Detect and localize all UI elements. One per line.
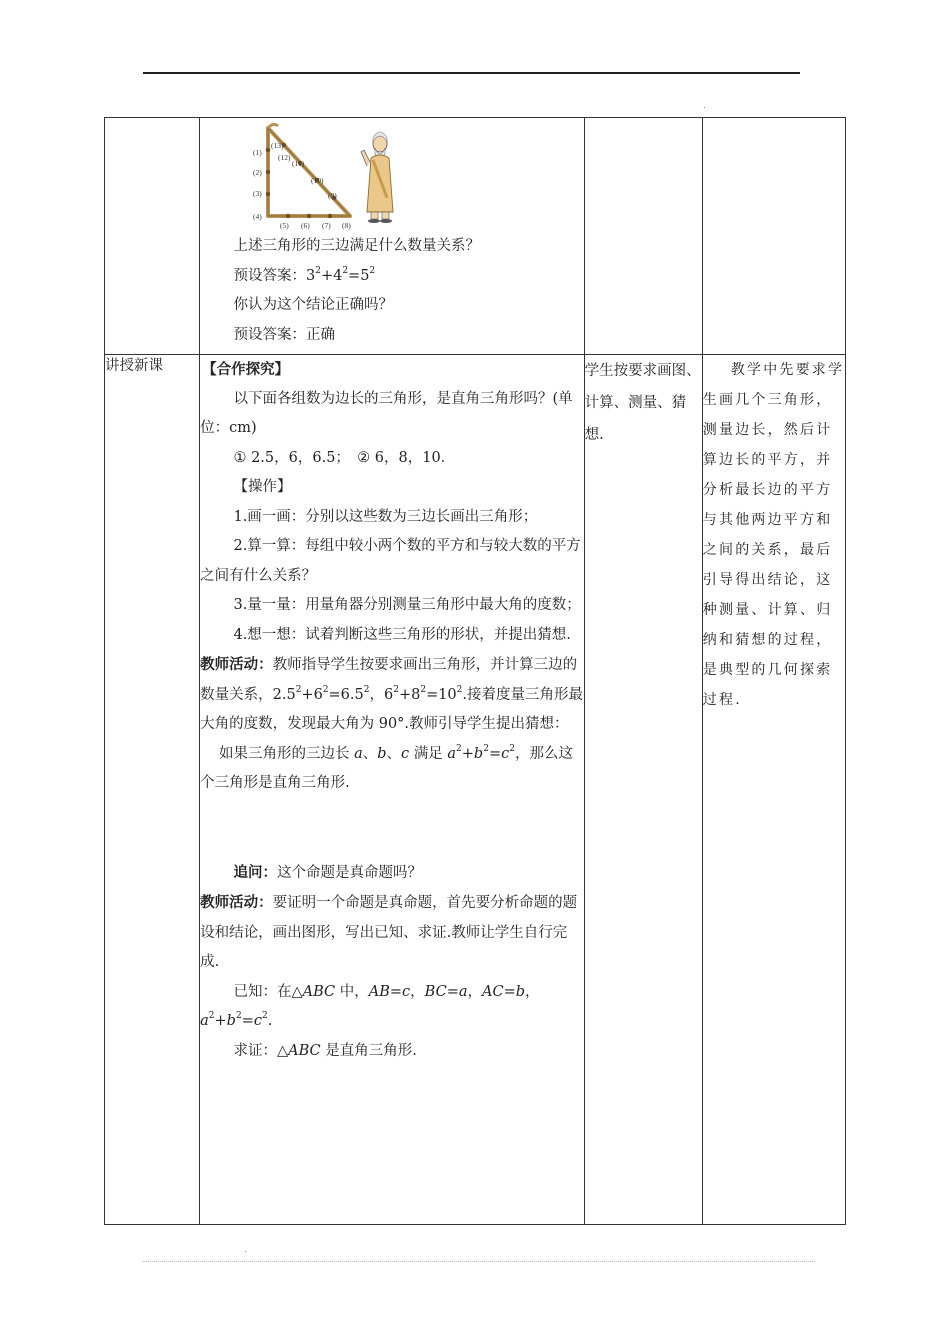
operation-step: 1.画一画：分别以这些数为三边长画出三角形； [233,508,538,525]
number-groups: ① 2.5，6，6.5； ② 6，8，10． [233,449,456,466]
heading-operation: 【操作】 [233,479,292,495]
rope-label: (8) [342,221,351,230]
content-cell [200,118,585,355]
lesson-table [104,117,846,1225]
rope-label: (4) [253,212,262,221]
content-cell [200,355,585,1225]
rope-label: (3) [253,189,262,198]
rope-label: (6) [301,221,310,230]
intro-text: 以下面各组数为边长的三角形，是直角三角形吗？(单位：cm) [200,390,573,436]
speck [704,107,705,108]
rope-label: (7) [322,221,331,230]
answer-1: 预设答案：$3^2+4^2=5^2$ [233,265,376,284]
prove-statement: 求证：△ABC 是直角三角形. [233,1042,417,1059]
design-note: 教学中先要求学生画几个三角形，测量边长，然后计算边长的平方，并分析最长边的平方与其他两边平方和之间的关系，最后引导得出结论，这种测量、计算、归纳和猜想的过程，是典型的几何探索过程. [702,355,845,1225]
footer-rule [143,1261,815,1262]
rope-label: (11) [292,159,305,168]
rope-label: (13) [271,141,284,150]
section-label: 讲授新课 [105,355,200,1225]
rope-label: (12) [278,153,291,162]
pythagoras-figure-icon [361,132,393,223]
answer-2: 预设答案：正确 [233,326,335,343]
teacher-activity-1: 教师活动：教师指导学生按要求画出三角形，并计算三边的数量关系，$2.5^2+6^2=6.5^2$，$6^2+8^2=10^2$.接着度量三角形最大角的度数，发现最大角为 90°.教师引导学生提出猜想： [200,656,584,732]
note-cell [702,118,845,355]
given-statement: 已知：在△ABC 中，AB=c，BC=a，AC=b，$a^2+b^2=c^2$. [200,983,540,1029]
header-rule [143,72,800,74]
rope-label: (5) [280,221,289,230]
question-2: 你认为这个结论正确吗？ [233,297,393,313]
question-1: 上述三角形的三边满足什么数量关系？ [233,238,480,254]
operation-step: 4.想一想：试着判断这些三角形的形状，并提出猜想. [233,626,571,643]
heading-cooperative-exploration: 【合作探究】 [202,361,290,378]
rope-label: (2) [253,168,262,177]
table-row [105,118,846,355]
label-cell [105,118,200,355]
operation-step: 3.量一量：用量角器分别测量三角形中最大角的度数； [233,597,581,613]
teacher-activity-2: 教师活动：要证明一个命题是真命题，首先要分析命题的题设和结论，画出图形，写出已知、求证.教师让学生自行完成. [200,894,578,970]
follow-up-question: 追问：这个命题是真命题吗？ [233,863,422,881]
pythagoras-figure [200,118,584,232]
student-activity: 学生按要求画图、计算、测量、猜想. [584,355,702,1225]
operation-step: 2.算一算：每组中较小两个数的平方和与较大数的平方之间有什么关系？ [200,538,581,584]
table-row [105,355,846,1225]
rope-label: (9) [328,191,337,200]
speck [245,1251,246,1252]
student-cell [584,118,702,355]
rope-label: (1) [253,148,262,157]
knotted-rope-triangle-illustration [240,118,430,232]
conjecture: 如果三角形的三边长 a、b、c 满足 $a^2+b^2=c^2$，那么这个三角形是直角三角形. [200,743,573,791]
rope-label: (10) [311,176,324,185]
